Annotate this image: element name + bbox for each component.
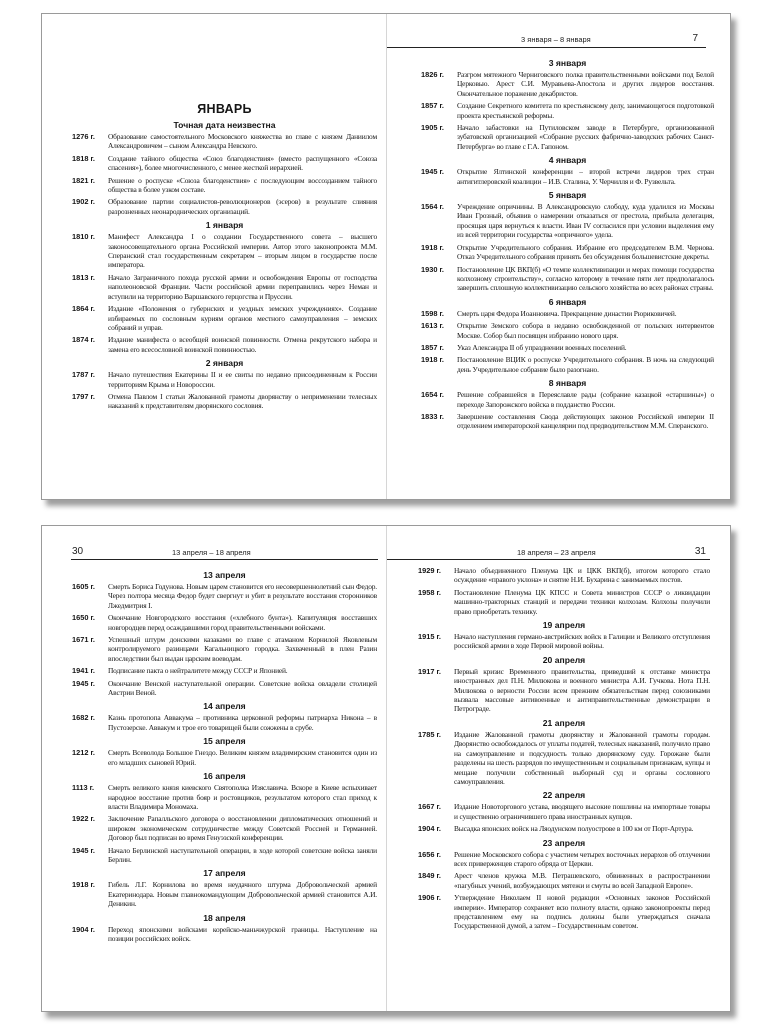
event-year: 1813 г. — [72, 272, 95, 282]
page-content — [421, 54, 714, 434]
event-year: 1864 г. — [72, 304, 95, 314]
page-content — [418, 566, 710, 934]
running-head: 18 апреля – 23 апреля — [517, 548, 596, 557]
event-year: 1818 г. — [72, 153, 95, 163]
date-heading: 19 апреля — [542, 620, 586, 631]
page-7 — [386, 14, 730, 499]
event-text: Смерть Бориса Годунова. Новым царем становится его несовершеннолетний сын Федор. Через полтора месяца Федор будет свергнут и убит в результате восстания сторонников Лжедмитрия I. — [108, 582, 377, 610]
book-spread-january — [41, 13, 731, 500]
page-number: 30 — [72, 546, 84, 557]
date-heading: Точная дата неизвестна — [173, 120, 276, 130]
event-text: Успешный штурм донскими казаками во главе с атаманом Корнилой Яковлевым контролируемого разинцами Кагальницкого городка. Захваченный в плен Разин впоследствии был выдан царским воеводам. — [108, 635, 377, 663]
event-entry — [72, 370, 377, 389]
event-year: 1564 г. — [421, 202, 444, 212]
event-year: 1902 г. — [72, 197, 95, 207]
event-entry — [418, 588, 710, 616]
event-text: Начало наступления германо-австрийских войск в Галиции и Великого отступления российской армии в ходе Первой мировой войны. — [454, 632, 710, 651]
event-entry — [72, 925, 377, 944]
event-year: 1945 г. — [421, 167, 444, 177]
event-text: Учреждение опричнины. В Александровскую слободу, куда удалился из Москвы Иван Грозный, объявив о намерении отказаться от престола, прибыла делегация, просящая царя вернуться к власти. Иван IV согласился при условии выделения ему из всей территории государства «опричного» удела. — [457, 202, 714, 240]
page-content — [72, 102, 377, 414]
event-entry — [72, 197, 377, 216]
date-heading: 18 апреля — [203, 912, 246, 923]
event-entry — [421, 321, 714, 340]
event-text: Решение о роспуске «Союза благоденствия» с последующим воссозданием тайного общества в более узком составе. — [108, 175, 377, 195]
event-year: 1958 г. — [418, 587, 441, 597]
event-entry — [421, 70, 714, 98]
event-entry — [418, 667, 710, 714]
date-heading: 15 апреля — [203, 736, 246, 747]
event-year: 1917 г. — [418, 666, 441, 676]
event-year: 1212 г. — [72, 748, 95, 758]
event-year: 1598 г. — [421, 308, 444, 318]
event-text: Постановление ЦК ВКП(б) «О темпе коллективизации и мерах помощи государства колхозному строительству», согласно которому в течение пяти лет предполагалось завершить сплошную коллективизацию сельского хозяйства во всех районах страны. — [457, 264, 714, 293]
event-text: Разгром мятежного Черниговского полка правительственными войсками под Белой Церковью. Арест С.И. Муравьева-Апостола и других лидеров восстания. Окончательное поражение декабристов. — [457, 70, 714, 98]
event-entry — [72, 846, 377, 865]
header-rule — [71, 559, 378, 560]
page-number: 31 — [694, 546, 706, 557]
date-heading: 22 апреля — [542, 790, 586, 801]
event-entry — [421, 202, 714, 240]
running-head: 13 апреля – 18 апреля — [172, 548, 251, 557]
event-year: 1833 г. — [421, 411, 444, 421]
event-text: Начало объединенного Пленума ЦК и ЦКК ВКП(б), итогом которого стало осуждение «правого уклона» и снятие Н.И. Бухарина с занимаемых постов. — [454, 566, 710, 585]
event-entry — [72, 635, 377, 663]
event-text: Постановление Пленума ЦК КПСС и Совета министров СССР о ликвидации машинно-тракторных станций и передачи техники колхозам. Колхозы получили право приобретать технику. — [454, 587, 710, 616]
date-heading: 3 января — [548, 58, 587, 68]
event-text: Отмена Павлом I статьи Жалованной грамоты дворянству о неприменении телесных наказаний к представителям дворянского сословия. — [108, 391, 377, 411]
event-entry — [72, 273, 377, 301]
event-year: 1945 г. — [72, 845, 95, 855]
event-entry — [72, 613, 377, 632]
event-entry — [421, 343, 714, 352]
event-text: Завершение составления Свода действующих законов Российской империи II отделением императорской канцелярии под предводительством М.М. Сперанского. — [457, 411, 714, 431]
event-entry — [421, 167, 714, 186]
event-text: Издание Новоторгового устава, вводящего высокие пошлины на импортные товары и существенно ограничившего права иностранных купцов. — [454, 802, 710, 821]
event-year: 1941 г. — [72, 666, 95, 676]
event-entry — [72, 132, 377, 151]
event-year: 1918 г. — [421, 242, 444, 252]
event-text: Указ Александра II об упразднении военных поселений. — [457, 342, 627, 352]
event-year: 1667 г. — [418, 802, 441, 812]
event-entry — [72, 814, 377, 842]
event-entry — [72, 880, 377, 908]
event-text: Начало Заграничного похода русской армии и освобождения Европы от господства наполеоновской Франции. Части российской армии переправились через Неман и вступили на территорию Варшавского герцогства и Пруссии. — [108, 272, 377, 301]
event-year: 1849 г. — [418, 871, 441, 881]
event-entry — [418, 893, 710, 931]
event-entry — [72, 335, 377, 354]
date-heading: 8 января — [548, 378, 587, 389]
event-entry — [421, 355, 714, 374]
event-year: 1915 г. — [418, 632, 441, 642]
event-entry — [421, 309, 714, 318]
date-heading: 16 апреля — [203, 771, 246, 782]
event-text: Смерть великого князя киевского Святополка Изяславича. Вскоре в Киеве вспыхивает народное восстание против бояр и ростовщиков, результатом которого стал приход к власти Владимира Мономаха. — [108, 783, 377, 811]
event-entry — [72, 679, 377, 698]
event-text: Высадка японских войск на Ляодунском полуострове в 100 км от Порт-Артура. — [454, 824, 694, 834]
date-heading: 23 апреля — [542, 837, 586, 848]
event-entry — [418, 802, 710, 821]
event-year: 1826 г. — [421, 70, 444, 79]
date-heading: 17 апреля — [203, 868, 246, 879]
event-text: Первый кризис Временного правительства, приведший к отставке министра иностранных дел П.Н. Милюкова и военного министра А.И. Гучкова. Нота П.Н. Милюкова о верности России всем прежним обязательствам перед союзниками вызвала массовые антивоенные и антиправительственные демонстрации в Петрограде. — [454, 666, 710, 714]
event-year: 1904 г. — [418, 824, 441, 834]
event-text: Окончание Новгородского восстания («хлебного бунта»). Капитуляция восставших новгородцев перед осаждавшими город правительственными войсками. — [108, 613, 377, 632]
event-entry — [72, 713, 377, 732]
header-rule — [387, 559, 710, 560]
event-text: Образование самостоятельного Московского княжества во главе с князем Даниилом Александровичем – сыном Александра Невского. — [108, 132, 377, 151]
event-year: 1821 г. — [72, 175, 95, 185]
event-entry — [418, 824, 710, 833]
event-year: 1613 г. — [421, 321, 444, 331]
event-entry — [72, 748, 377, 767]
event-year: 1650 г. — [72, 613, 95, 623]
event-text: Открытие Земского собора в недавно освобожденной от польских интервентов Москве. Собор был посвящен избранию нового царя. — [457, 321, 714, 340]
event-year: 1922 г. — [72, 814, 95, 824]
event-year: 1857 г. — [421, 101, 444, 111]
date-heading: 2 января — [205, 358, 244, 369]
date-heading: 5 января — [548, 190, 587, 201]
event-entry — [72, 783, 377, 811]
event-year: 1276 г. — [72, 132, 95, 141]
event-entry — [72, 392, 377, 411]
event-year: 1930 г. — [421, 264, 444, 274]
event-year: 1918 г. — [72, 880, 95, 890]
event-entry — [418, 566, 710, 585]
event-year: 1929 г. — [418, 566, 441, 575]
event-text: Окончание Венской наступательной операции. Советские войска овладели столицей Австрии Веной. — [108, 678, 377, 698]
page-header — [387, 14, 730, 44]
date-heading: 14 апреля — [203, 701, 246, 712]
event-year: 1785 г. — [418, 729, 441, 739]
event-year: 1906 г. — [418, 893, 441, 903]
event-year: 1810 г. — [72, 232, 95, 242]
event-text: Издание Жалованной грамоты дворянству и Жалованной грамоты городам. Дворянство освобождалось от уплаты податей, телесных наказаний, получило право на самоуправление и подсудность только дворянскому суду. Горожане были разделены на шесть разрядов по имущественным и социальным признакам, купцы и мещане получили собственный выборный суд и органы сословного самоуправления. — [454, 729, 710, 786]
event-year: 1797 г. — [72, 391, 95, 401]
event-year: 1945 г. — [72, 678, 95, 688]
event-text: Решение Московского собора с участием четырех восточных иерархов об отлучении всех приверженцев старого обряда от Церкви. — [454, 849, 710, 868]
page-30 — [42, 526, 386, 1011]
page-6 — [42, 14, 386, 499]
event-text: Заключение Рапалльского договора о восстановлении дипломатических отношений и широком экономическом сотрудничестве между Советской Россией и Германией. Договор был подписан во время Генуэзской конференции. — [108, 814, 377, 843]
event-year: 1857 г. — [421, 342, 444, 352]
event-year: 1656 г. — [418, 849, 441, 859]
event-year: 1113 г. — [72, 783, 95, 793]
event-entry — [72, 232, 377, 270]
date-heading: 4 января — [548, 155, 587, 166]
running-head: 3 января – 8 января — [521, 35, 591, 44]
event-entry — [421, 265, 714, 293]
event-entry — [418, 871, 710, 890]
date-heading: 1 января — [205, 220, 244, 231]
event-text: Начало Берлинской наступательной операции, в ходе которой советские войска заняли Берлин. — [108, 845, 377, 864]
event-text: Начало путешествия Екатерины II и ее свиты по недавно присоединенным к России территориям Крыма и Новороссии. — [108, 370, 377, 389]
event-entry — [418, 632, 710, 651]
book-spread-april — [41, 525, 731, 1012]
event-text: Издание манифеста о всеобщей воинской повинности. Отмена рекрутского набора и замена его всесословной воинской повинностью. — [108, 335, 377, 354]
event-entry — [418, 850, 710, 869]
event-entry — [421, 101, 714, 120]
event-text: Манифест Александра I о создании Государственного совета – высшего законосовещательного органа Российской империи. Автор этого законопроекта М.М. Сперанский стал государственным секретарем – вторым лицом в государстве после императора. — [108, 232, 377, 270]
event-text: Открытие Учредительного собрания. Избрание его председателем В.М. Чернова. Отказ Учредительного собрания принять без обсуждения большевистские декреты. — [457, 242, 714, 262]
event-year: 1654 г. — [421, 390, 444, 400]
month-title: ЯНВАРЬ — [197, 102, 252, 116]
event-year: 1682 г. — [72, 713, 95, 723]
event-year: 1671 г. — [72, 635, 95, 645]
event-text: Решение собравшейся в Переяславле рады (собрание казацкой «старшины») о переходе Запорожского войска в подданство России. — [457, 390, 714, 409]
event-entry — [72, 176, 377, 195]
event-year: 1787 г. — [72, 370, 95, 380]
event-entry — [72, 582, 377, 610]
event-entry — [72, 304, 377, 332]
header-rule — [387, 47, 706, 48]
event-year: 1918 г. — [421, 355, 444, 365]
date-heading: 20 апреля — [542, 654, 586, 665]
page-content — [72, 566, 377, 946]
page-31 — [386, 526, 730, 1011]
event-text: Создание тайного общества «Союз благоденствия» (вместо распущенного «Союза спасения»), более многочисленного, с менее жесткой иерархией. — [108, 153, 377, 173]
event-year: 1904 г. — [72, 924, 95, 934]
event-text: Подписание пакта о нейтралитете между СССР и Японией. — [108, 666, 288, 676]
event-text: Смерть царя Федора Иоанновича. Прекращение династии Рюриковичей. — [457, 308, 677, 318]
event-text: Смерть Всеволода Большое Гнездо. Великим князем владимирским становится один из его младших сыновей Юрий. — [108, 748, 377, 767]
event-text: Начало забастовки на Путиловском заводе в Петербурге, организованной зубатовской организацией «Собрание русских фабрично-заводских рабочих Санкт-Петербурга» во главе с Г.А. Гапоном. — [457, 123, 714, 151]
event-entry — [421, 243, 714, 262]
date-heading: 21 апреля — [542, 717, 586, 728]
event-text: Образование партии социалистов-революционеров (эсеров) в результате слияния разрозненных неонароднических организаций. — [108, 197, 377, 216]
event-text: Переход японскими войсками корейско-маньчжурской границы. Наступление на позиции российских войск. — [108, 924, 377, 943]
event-text: Открытие Ялтинской конференции – второй встречи лидеров трех стран антигитлеровской коалиции – И.В. Сталина, У. Черчилля и Ф. Рузвельта. — [457, 167, 714, 186]
event-text: Утверждение Николаем II новой редакции «Основных законов Российской империи». Император сохраняет всю полноту власти, однако законопроекты перед представлением ему на подпись должны были утверждаться сначала Государственной думой, а затем – Государственным советом. — [454, 893, 710, 931]
event-entry — [421, 390, 714, 409]
event-entry — [421, 412, 714, 431]
event-entry — [421, 123, 714, 151]
event-year: 1874 г. — [72, 335, 95, 345]
date-heading: 13 апреля — [203, 570, 246, 580]
event-year: 1905 г. — [421, 123, 444, 133]
event-text: Создание Секретного комитета по крестьянскому делу, занимающегося подготовкой проекта крестьянской реформы. — [457, 101, 714, 120]
event-entry — [418, 730, 710, 786]
event-text: Издание «Положения о губернских и уездных земских учреждениях». Создание избираемых по сословным куриям органов местного самоуправления – земских собраний и управ. — [108, 304, 377, 332]
event-entry — [72, 666, 377, 675]
date-heading: 6 января — [548, 296, 587, 307]
event-text: Казнь протопопа Аввакума – противника церковной реформы патриарха Никона – в Пустозерске. Аввакум и трое его товарищей были сожжены в срубе. — [108, 713, 377, 732]
page-number: 7 — [692, 33, 698, 44]
event-text: Постановление ВЦИК о роспуске Учредительного собрания. В ночь на следующий день Учредительное собрание было разогнано. — [457, 355, 714, 374]
event-text: Арест членов кружка М.В. Петрашевского, обвиненных в распространении «пагубных учений, возбуждающих мятежи и смуты во всей Западной Европе». — [454, 871, 710, 890]
event-year: 1605 г. — [72, 582, 95, 591]
event-entry — [72, 154, 377, 173]
event-text: Гибель Л.Г. Корнилова во время неудачного штурма Добровольческой армией Екатеринодара. Новым главнокомандующим Добровольческой армией становится А.И. Деникин. — [108, 880, 377, 909]
